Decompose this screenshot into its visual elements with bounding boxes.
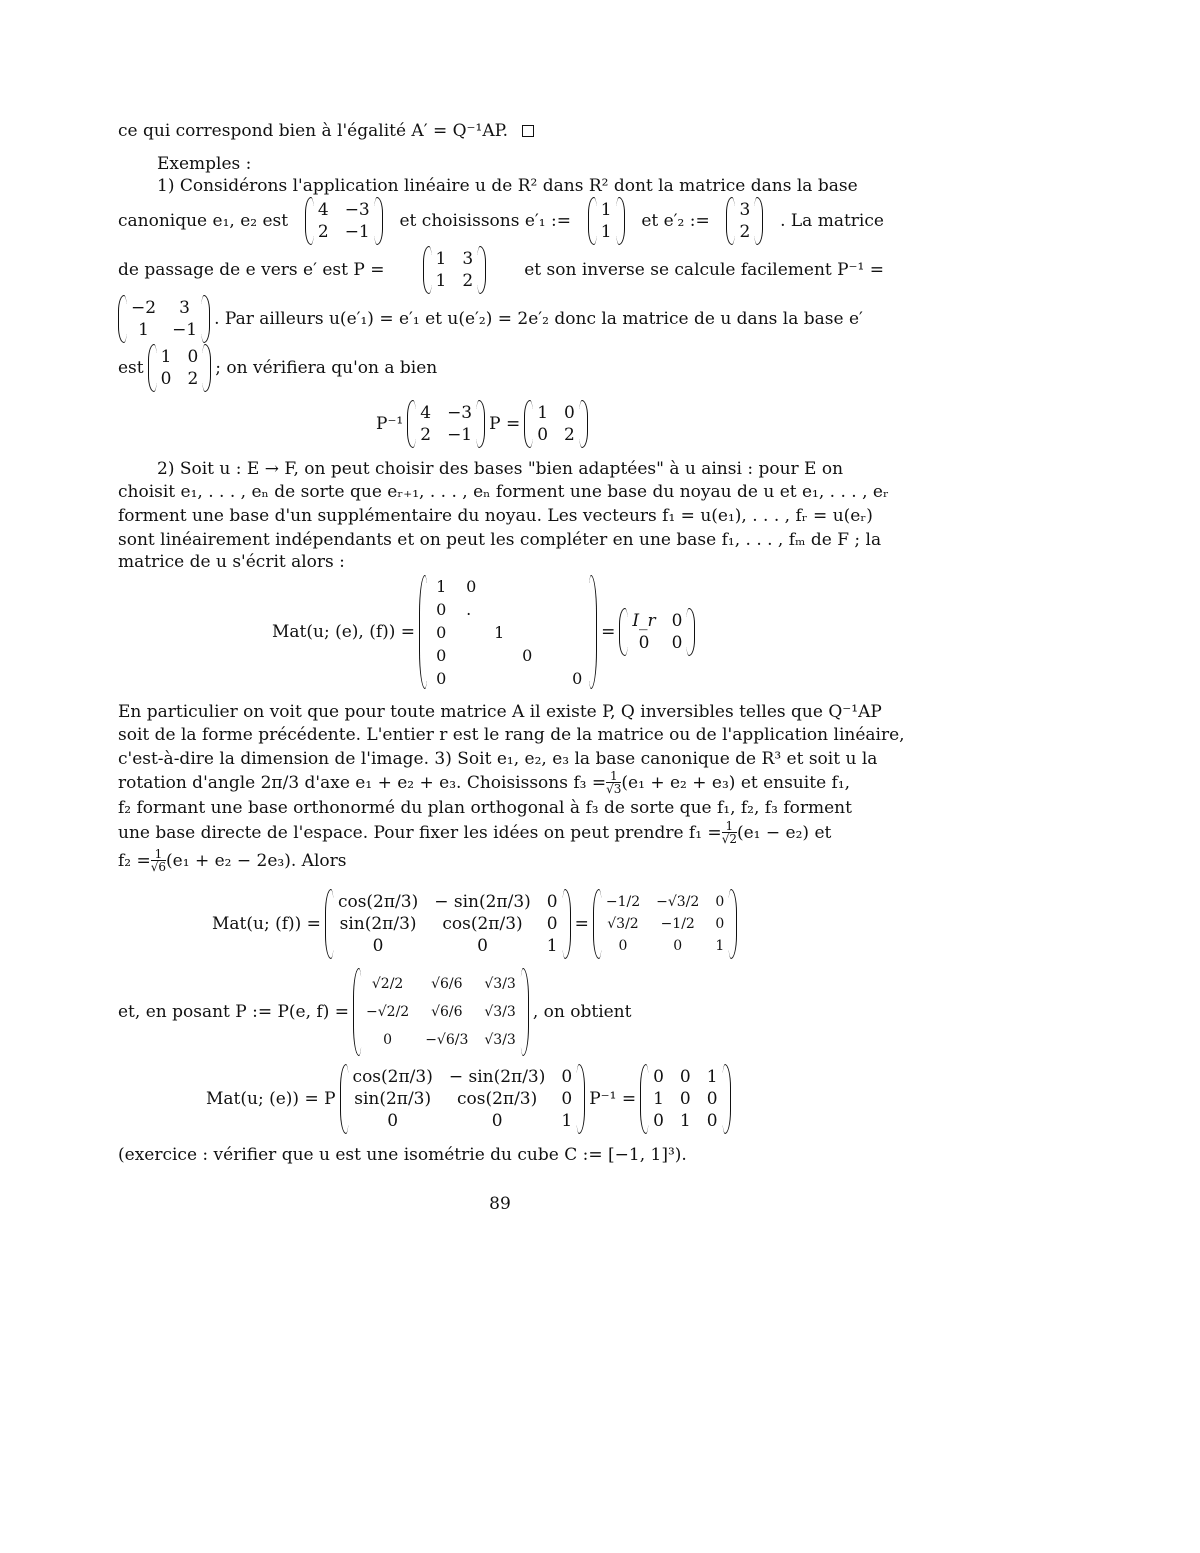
matrix-entry: −√6/3 [425, 1032, 469, 1048]
matrix-entry: 2 [420, 425, 432, 445]
left-paren [340, 1064, 349, 1134]
matrix-entry: − sin(2π/3) [434, 892, 531, 912]
matrix-entry: 0 [491, 1111, 503, 1131]
matrix-entry: sin(2π/3) [339, 914, 417, 934]
left-paren [305, 197, 314, 245]
matrix-entry: 0 [477, 936, 488, 956]
matrix-entry: −1 [172, 320, 198, 340]
matrix-entry: −1 [447, 425, 473, 445]
text-line: c'est-à-dire la dimension de l'image. 3) Soit e₁, e₂, e₃ la base canonique de R³ et soit u la [118, 749, 878, 769]
matrix-entry: 1 [561, 1111, 573, 1131]
text: P = [489, 414, 521, 434]
matrix-entry: 0 [715, 916, 725, 932]
text: = [574, 914, 589, 934]
qed-square-icon [522, 125, 534, 137]
matrix-rotation [340, 1064, 586, 1134]
right-paren [374, 197, 383, 245]
matrix-entry: cos(2π/3) [456, 1089, 538, 1109]
display-equation-3 [212, 888, 741, 960]
matrix-entry: 1 [706, 1067, 718, 1087]
matrix-entry: −3 [344, 200, 370, 220]
right-paren [562, 889, 571, 959]
text: rotation d'angle 2π/3 d'axe e₁ + e₂ + e₃. Choisissons f₃ = [118, 772, 607, 793]
matrix-big-body [428, 575, 588, 689]
matrix-entry: 1 [600, 200, 612, 220]
text: Mat(u; (e)) = P [206, 1089, 336, 1109]
text-line: choisit e₁, . . . , eₙ de sorte que eᵣ₊₁, . . . , eₙ forment une base du noyau de u et e₁, . . . , eᵣ [118, 482, 889, 502]
right-paren [616, 197, 625, 245]
text-line: sont linéairement indépendants et on peut les compléter en une base f₁, . . . , fₘ de F ; la [118, 530, 882, 550]
page-number: 89 [489, 1194, 511, 1214]
left-paren [640, 1064, 649, 1134]
matrix-A [407, 400, 485, 448]
matrix-entry: 1 [537, 403, 549, 423]
matrix-entry: 0 [436, 646, 447, 665]
matrix-entry: 1 [494, 623, 505, 642]
matrix-entry: 0 [653, 1067, 664, 1087]
text: une base directe de l'espace. Pour fixer les idées on peut prendre f₁ = [118, 822, 722, 843]
matrix-entry: −1/2 [605, 894, 641, 910]
matrix-entry: 0 [618, 938, 628, 954]
text: et, en posant P := P(e, f) = [118, 1002, 350, 1022]
matrix-entry: 0 [546, 914, 558, 934]
matrix-entry: 0 [653, 1111, 664, 1131]
text: (e₁ − e₂) et [736, 822, 832, 843]
text: ce qui correspond bien à l'égalité A′ = Q⁻¹AP. [118, 121, 509, 141]
matrix-entry: 1 [436, 577, 447, 596]
right-paren [722, 1064, 731, 1134]
matrix-entry: 0 [572, 669, 583, 688]
matrix-entry: 0 [436, 669, 447, 688]
right-paren [477, 246, 486, 294]
matrix-entry: 1 [653, 1089, 664, 1109]
left-paren [593, 889, 602, 959]
matrix-A [305, 197, 383, 245]
matrix-entry: 0 [522, 646, 533, 665]
matrix-entry: √3/2 [607, 916, 639, 932]
matrix-entry: 0 [537, 425, 549, 445]
left-paren [419, 575, 428, 689]
matrix-entry: 0 [436, 623, 447, 642]
matrix-entry: 1 [715, 938, 725, 954]
right-paren [576, 1064, 585, 1134]
matrix-entry: 3 [462, 249, 474, 269]
matrix-permutation [640, 1064, 730, 1134]
matrix-entry: 2 [317, 222, 329, 242]
matrix-entry: −√3/2 [656, 894, 700, 910]
matrix-entry: 3 [179, 298, 190, 318]
text: P⁻¹ [376, 414, 404, 434]
matrix-entry: √3 [606, 782, 622, 796]
text-line: soit de la forme précédente. L'entier r est le rang de la matrice ou de l'application linéaire, [118, 725, 905, 745]
text: Mat(u; (e), (f)) = [272, 622, 416, 642]
text: Mat(u; (f)) = [212, 914, 321, 934]
matrix-entry: 2 [187, 369, 199, 389]
display-equation-2 [272, 574, 699, 690]
text: est [118, 358, 144, 378]
text-line: 2) Soit u : E → F, on peut choisir des bases "bien adaptées" à u ainsi : pour E on [157, 459, 844, 479]
matrix-e2 [726, 197, 763, 245]
matrix-D [148, 344, 212, 392]
matrix-P-ef [353, 968, 529, 1056]
text-line [118, 120, 884, 142]
matrix-entry: 1 [600, 222, 612, 242]
matrix-entry: −3 [447, 403, 473, 423]
text-line [118, 247, 884, 293]
text-line [118, 770, 884, 795]
matrix-entry: 0 [383, 1032, 393, 1048]
left-paren [353, 968, 362, 1056]
right-paren [754, 197, 763, 245]
display-equation-1 [376, 401, 592, 447]
matrix-D [524, 400, 588, 448]
matrix-entry: −1/2 [660, 916, 695, 932]
matrix-entry: cos(2π/3) [352, 1067, 433, 1087]
left-paren [325, 889, 334, 959]
text-line [118, 848, 884, 873]
matrix-entry: 0 [466, 577, 477, 596]
left-paren [148, 344, 157, 392]
text-line [118, 198, 884, 244]
matrix-entry: 0 [561, 1089, 573, 1109]
matrix-entry: 0 [546, 892, 558, 912]
matrix-entry: 0 [671, 633, 683, 653]
left-paren [524, 400, 533, 448]
matrix-entry: √2/2 [371, 976, 404, 992]
matrix-entry: 1 [151, 848, 166, 861]
matrix-entry: 0 [706, 1089, 718, 1109]
matrix-entry: 0 [679, 1067, 691, 1087]
text: et son inverse se calcule facilement P⁻¹ = [524, 260, 884, 280]
matrix-entry: 0 [372, 936, 384, 956]
matrix-entry: − sin(2π/3) [448, 1067, 546, 1087]
text-line [118, 820, 884, 845]
right-paren [520, 968, 529, 1056]
matrix-entry: 1 [606, 770, 621, 783]
matrix-entry: 1 [722, 820, 737, 833]
matrix-entry: √2 [721, 832, 737, 846]
matrix-entry: 2 [739, 222, 751, 242]
text-line [118, 345, 884, 391]
display-equation-4 [206, 1064, 735, 1134]
matrix-entry: −1 [344, 222, 370, 242]
text-line: forment une base d'un supplémentaire du noyau. Les vecteurs f₁ = u(e₁), . . . , fᵣ = u(eᵣ) [118, 506, 873, 526]
text-line: 1) Considérons l'application linéaire u de R² dans R² dont la matrice dans la base [157, 176, 858, 196]
left-paren [726, 197, 735, 245]
text-line: En particulier on voit que pour toute matrice A il existe P, Q inversibles telles que Q⁻¹AP [118, 702, 882, 722]
left-paren [118, 295, 127, 343]
right-paren [686, 608, 695, 656]
text-line: (exercice : vérifier que u est une isométrie du cube C := [−1, 1]³). [118, 1145, 687, 1165]
right-paren [202, 344, 211, 392]
matrix-entry: 4 [317, 200, 329, 220]
matrix-entry: −√2/2 [366, 1004, 410, 1020]
text: et choisissons e′₁ := [399, 211, 571, 231]
matrix-entry: √6/6 [431, 976, 463, 992]
matrix-entry: √3/3 [484, 1004, 516, 1020]
matrix-entry: sin(2π/3) [354, 1089, 432, 1109]
fraction [606, 770, 621, 795]
matrix-Ir [619, 608, 695, 656]
matrix-entry: 0 [436, 600, 447, 619]
matrix-rotation-numeric [593, 889, 737, 959]
text-line: Exemples : [157, 154, 252, 174]
matrix-rotation [325, 889, 571, 959]
matrix-entry: . [466, 600, 472, 619]
display-equation-P [118, 968, 631, 1056]
matrix-entry: −2 [131, 298, 157, 318]
text: = [601, 622, 616, 642]
text: , on obtient [532, 1002, 632, 1022]
matrix-entry: 1 [435, 271, 447, 291]
matrix-entry: cos(2π/3) [337, 892, 419, 912]
right-paren [588, 575, 597, 689]
matrix-entry: 1 [138, 320, 149, 340]
text: (e₁ + e₂ + e₃) et ensuite f₁, [621, 772, 851, 793]
left-paren [588, 197, 597, 245]
matrix-entry: 2 [462, 271, 474, 291]
text: canonique e₁, e₂ est [118, 211, 289, 231]
text-line: f₂ formant une base orthonormé du plan orthogonal à f₃ de sorte que f₁, f₂, f₃ forment [118, 798, 852, 818]
text: . La matrice [780, 211, 884, 231]
matrix-entry: 1 [435, 249, 447, 269]
text: ; on vérifiera qu'on a bien [215, 358, 438, 378]
matrix-entry: 0 [715, 894, 725, 910]
text: f₂ = [118, 850, 151, 871]
matrix-entry: 0 [187, 347, 199, 367]
right-paren [476, 400, 485, 448]
matrix-P [423, 246, 487, 294]
matrix-P-inverse [118, 295, 210, 343]
matrix-entry: 0 [387, 1111, 399, 1131]
matrix-entry: 3 [739, 200, 751, 220]
matrix-entry: 0 [561, 1067, 573, 1087]
matrix-entry: 0 [673, 938, 683, 954]
text: . Par ailleurs u(e′₁) = e′₁ et u(e′₂) = 2e′₂ donc la matrice de u dans la base e′ [214, 309, 863, 329]
left-paren [407, 400, 416, 448]
matrix-entry: 4 [420, 403, 432, 423]
text-line: matrice de u s'écrit alors : [118, 552, 345, 572]
matrix-big [419, 575, 597, 689]
text: (e₁ + e₂ − 2e₃). Alors [166, 850, 347, 871]
right-paren [201, 295, 210, 343]
matrix-entry: 1 [160, 347, 172, 367]
text: et e′₂ := [641, 211, 710, 231]
matrix-entry: I_r [632, 611, 656, 631]
right-paren [728, 889, 737, 959]
matrix-entry: √3/3 [484, 1032, 516, 1048]
matrix-entry: √3/3 [484, 976, 516, 992]
matrix-entry: 0 [160, 369, 172, 389]
text-line [118, 296, 884, 342]
matrix-entry: 0 [706, 1111, 718, 1131]
matrix-entry: 2 [564, 425, 575, 445]
matrix-entry: √6 [150, 860, 167, 874]
fraction [151, 848, 166, 873]
matrix-entry: 0 [671, 611, 683, 631]
matrix-entry: 1 [679, 1111, 691, 1131]
left-paren [619, 608, 628, 656]
matrix-entry: √6/6 [431, 1004, 463, 1020]
matrix-e1 [588, 197, 625, 245]
text: P⁻¹ = [589, 1089, 637, 1109]
matrix-entry: 0 [679, 1089, 691, 1109]
matrix-entry: 1 [546, 936, 558, 956]
matrix-entry: cos(2π/3) [442, 914, 523, 934]
left-paren [423, 246, 432, 294]
text: de passage de e vers e′ est P = [118, 260, 385, 280]
matrix-entry: 0 [564, 403, 575, 423]
right-paren [579, 400, 588, 448]
matrix-entry: 0 [638, 633, 650, 653]
fraction [722, 820, 737, 845]
